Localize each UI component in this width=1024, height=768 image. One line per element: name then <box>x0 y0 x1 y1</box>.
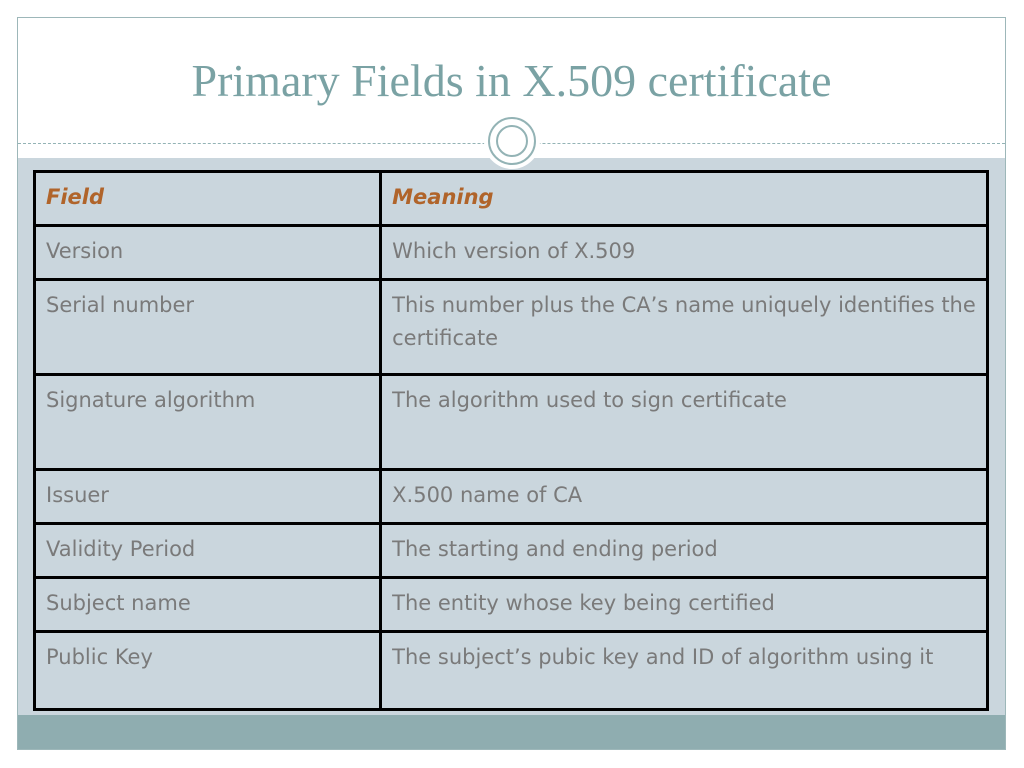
cell-field: Serial number <box>35 280 381 375</box>
cell-meaning: Which version of X.509 <box>381 226 988 280</box>
slide <box>17 17 1006 750</box>
cell-meaning: The starting and ending period <box>381 524 988 578</box>
cell-field: Version <box>35 226 381 280</box>
table-row <box>35 578 988 632</box>
ring-inner <box>496 125 528 157</box>
ring-outer <box>488 117 536 165</box>
slide-title: Primary Fields in X.509 certificate <box>191 55 832 106</box>
table-row <box>35 280 988 375</box>
table-row <box>35 226 988 280</box>
fields-table <box>33 170 989 711</box>
cell-field: Issuer <box>35 470 381 524</box>
table-header-row <box>35 172 988 226</box>
double-ring-icon <box>484 113 540 169</box>
cell-meaning: The subject’s pubic key and ID of algorithm using it <box>381 632 988 710</box>
cell-meaning: X.500 name of CA <box>381 470 988 524</box>
table-row <box>35 375 988 470</box>
cell-meaning: This number plus the CA’s name uniquely identifies the certificate <box>381 280 988 375</box>
table-row <box>35 470 988 524</box>
table-row <box>35 524 988 578</box>
cell-field: Signature algorithm <box>35 375 381 470</box>
cell-field: Public Key <box>35 632 381 710</box>
cell-meaning: The algorithm used to sign certificate <box>381 375 988 470</box>
cell-field: Subject name <box>35 578 381 632</box>
footer-bar <box>18 715 1005 749</box>
header-meaning: Meaning <box>381 172 988 226</box>
fields-table-wrapper <box>33 170 989 711</box>
cell-field: Validity Period <box>35 524 381 578</box>
cell-meaning: The entity whose key being certified <box>381 578 988 632</box>
header-field: Field <box>35 172 381 226</box>
table-row <box>35 632 988 710</box>
